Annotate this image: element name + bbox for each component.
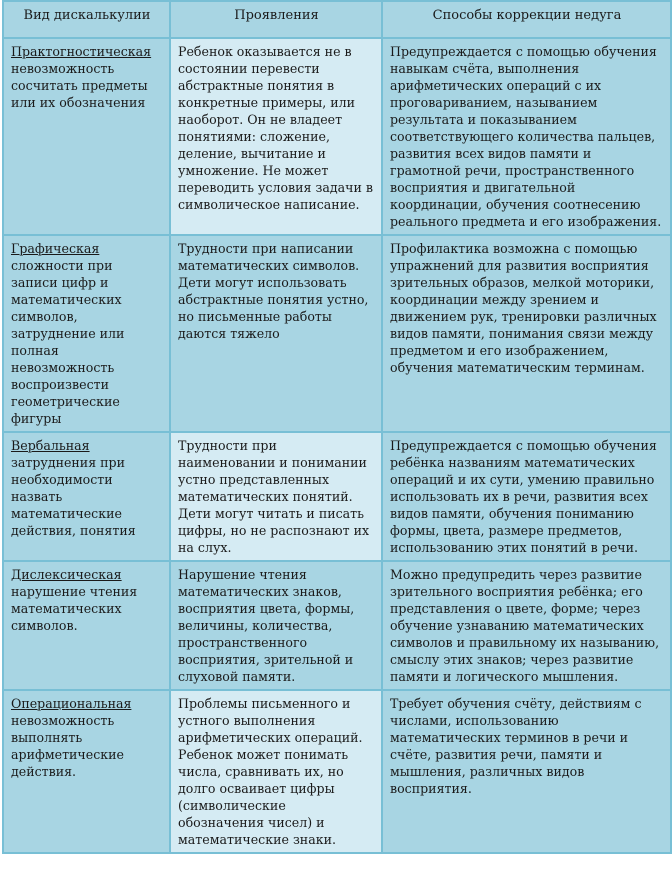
kind-title: Операциональная (11, 696, 132, 711)
kind-cell (3, 432, 170, 561)
correction-cell: Можно предупредить через развитие зрительного восприятия ребёнка; его представления о цвете, форме; через обучение узнаванию математических символов и правильному их называнию, смыслу этих знаков; через развитие памяти и логического мышления. (382, 561, 671, 690)
dyscalculia-table (2, 0, 672, 854)
kind-cell (3, 38, 170, 235)
header-row (3, 1, 671, 38)
kind-description: невозможность сосчитать предметы или их обозначения (11, 61, 148, 110)
kind-title: Дислексическая (11, 567, 122, 582)
kind-cell (3, 690, 170, 853)
table-row (3, 38, 671, 235)
kind-description: нарушение чтения математических символов. (11, 584, 138, 633)
kind-cell (3, 561, 170, 690)
header-manifestations: Проявления (170, 1, 382, 38)
kind-title: Практогностическая (11, 44, 152, 59)
manifestations-cell: Трудности при написании математических символов. Дети могут использовать абстрактные понятия устно, но письменные работы даются тяжело (170, 235, 382, 432)
manifestations-cell: Нарушение чтения математических знаков, восприятия цвета, формы, величины, количества, пространственного восприятия, зрительной и слуховой памяти. (170, 561, 382, 690)
header-correction: Способы коррекции недуга (382, 1, 671, 38)
correction-cell: Требует обучения счёту, действиям с числами, использованию математических терминов в речи и счёте, развития речи, памяти и мышления, различных видов восприятия. (382, 690, 671, 853)
manifestations-cell: Ребенок оказывается не в состоянии перевести абстрактные понятия в конкретные примеры, или наоборот. Он не владеет понятиями: сложение, деление, вычитание и умножение. Не может переводить условия задачи в символическое написание. (170, 38, 382, 235)
kind-title: Графическая (11, 241, 100, 256)
header-kind: Вид дискалькулии (3, 1, 170, 38)
manifestations-cell: Проблемы письменного и устного выполнения арифметических операций. Ребенок может понимать числа, сравнивать их, но долго осваивает цифры (символические обозначения чисел) и математические знаки. (170, 690, 382, 853)
correction-cell: Предупреждается с помощью обучения ребёнка названиям математических операций и их сути, умению правильно использовать их в речи, развития всех видов памяти, обучения пониманию формы, цвета, размере предметов, использованию этих понятий в речи. (382, 432, 671, 561)
correction-cell: Предупреждается с помощью обучения навыкам счёта, выполнения арифметических операций с их проговариванием, называнием результата и показыванием соответствующего количества пальцев, развития всех видов памяти и грамотной речи, пространственного восприятия и двигательной координации, обучения соотнесению реального предмета и его изображения. (382, 38, 671, 235)
correction-cell: Профилактика возможна с помощью упражнений для развития восприятия зрительных образов, мелкой моторики, координации между зрением и движением рук, тренировки различных видов памяти, понимания связи между предметом и его изображением, обучения математическим терминам. (382, 235, 671, 432)
table-row (3, 235, 671, 432)
table-row (3, 432, 671, 561)
kind-description: невозможность выполнять арифметические действия. (11, 713, 124, 779)
manifestations-cell: Трудности при наименовании и понимании устно представленных математических понятий. Дети могут читать и писать цифры, но не распознают их на слух. (170, 432, 382, 561)
table-row (3, 561, 671, 690)
table-row (3, 690, 671, 853)
kind-description: затруднения при необходимости назвать математические действия, понятия (11, 455, 136, 538)
kind-title: Вербальная (11, 438, 90, 453)
kind-description: сложности при записи цифр и математических символов, затруднение или полная невозможность воспроизвести геометрические фигуры (11, 258, 125, 426)
kind-cell (3, 235, 170, 432)
